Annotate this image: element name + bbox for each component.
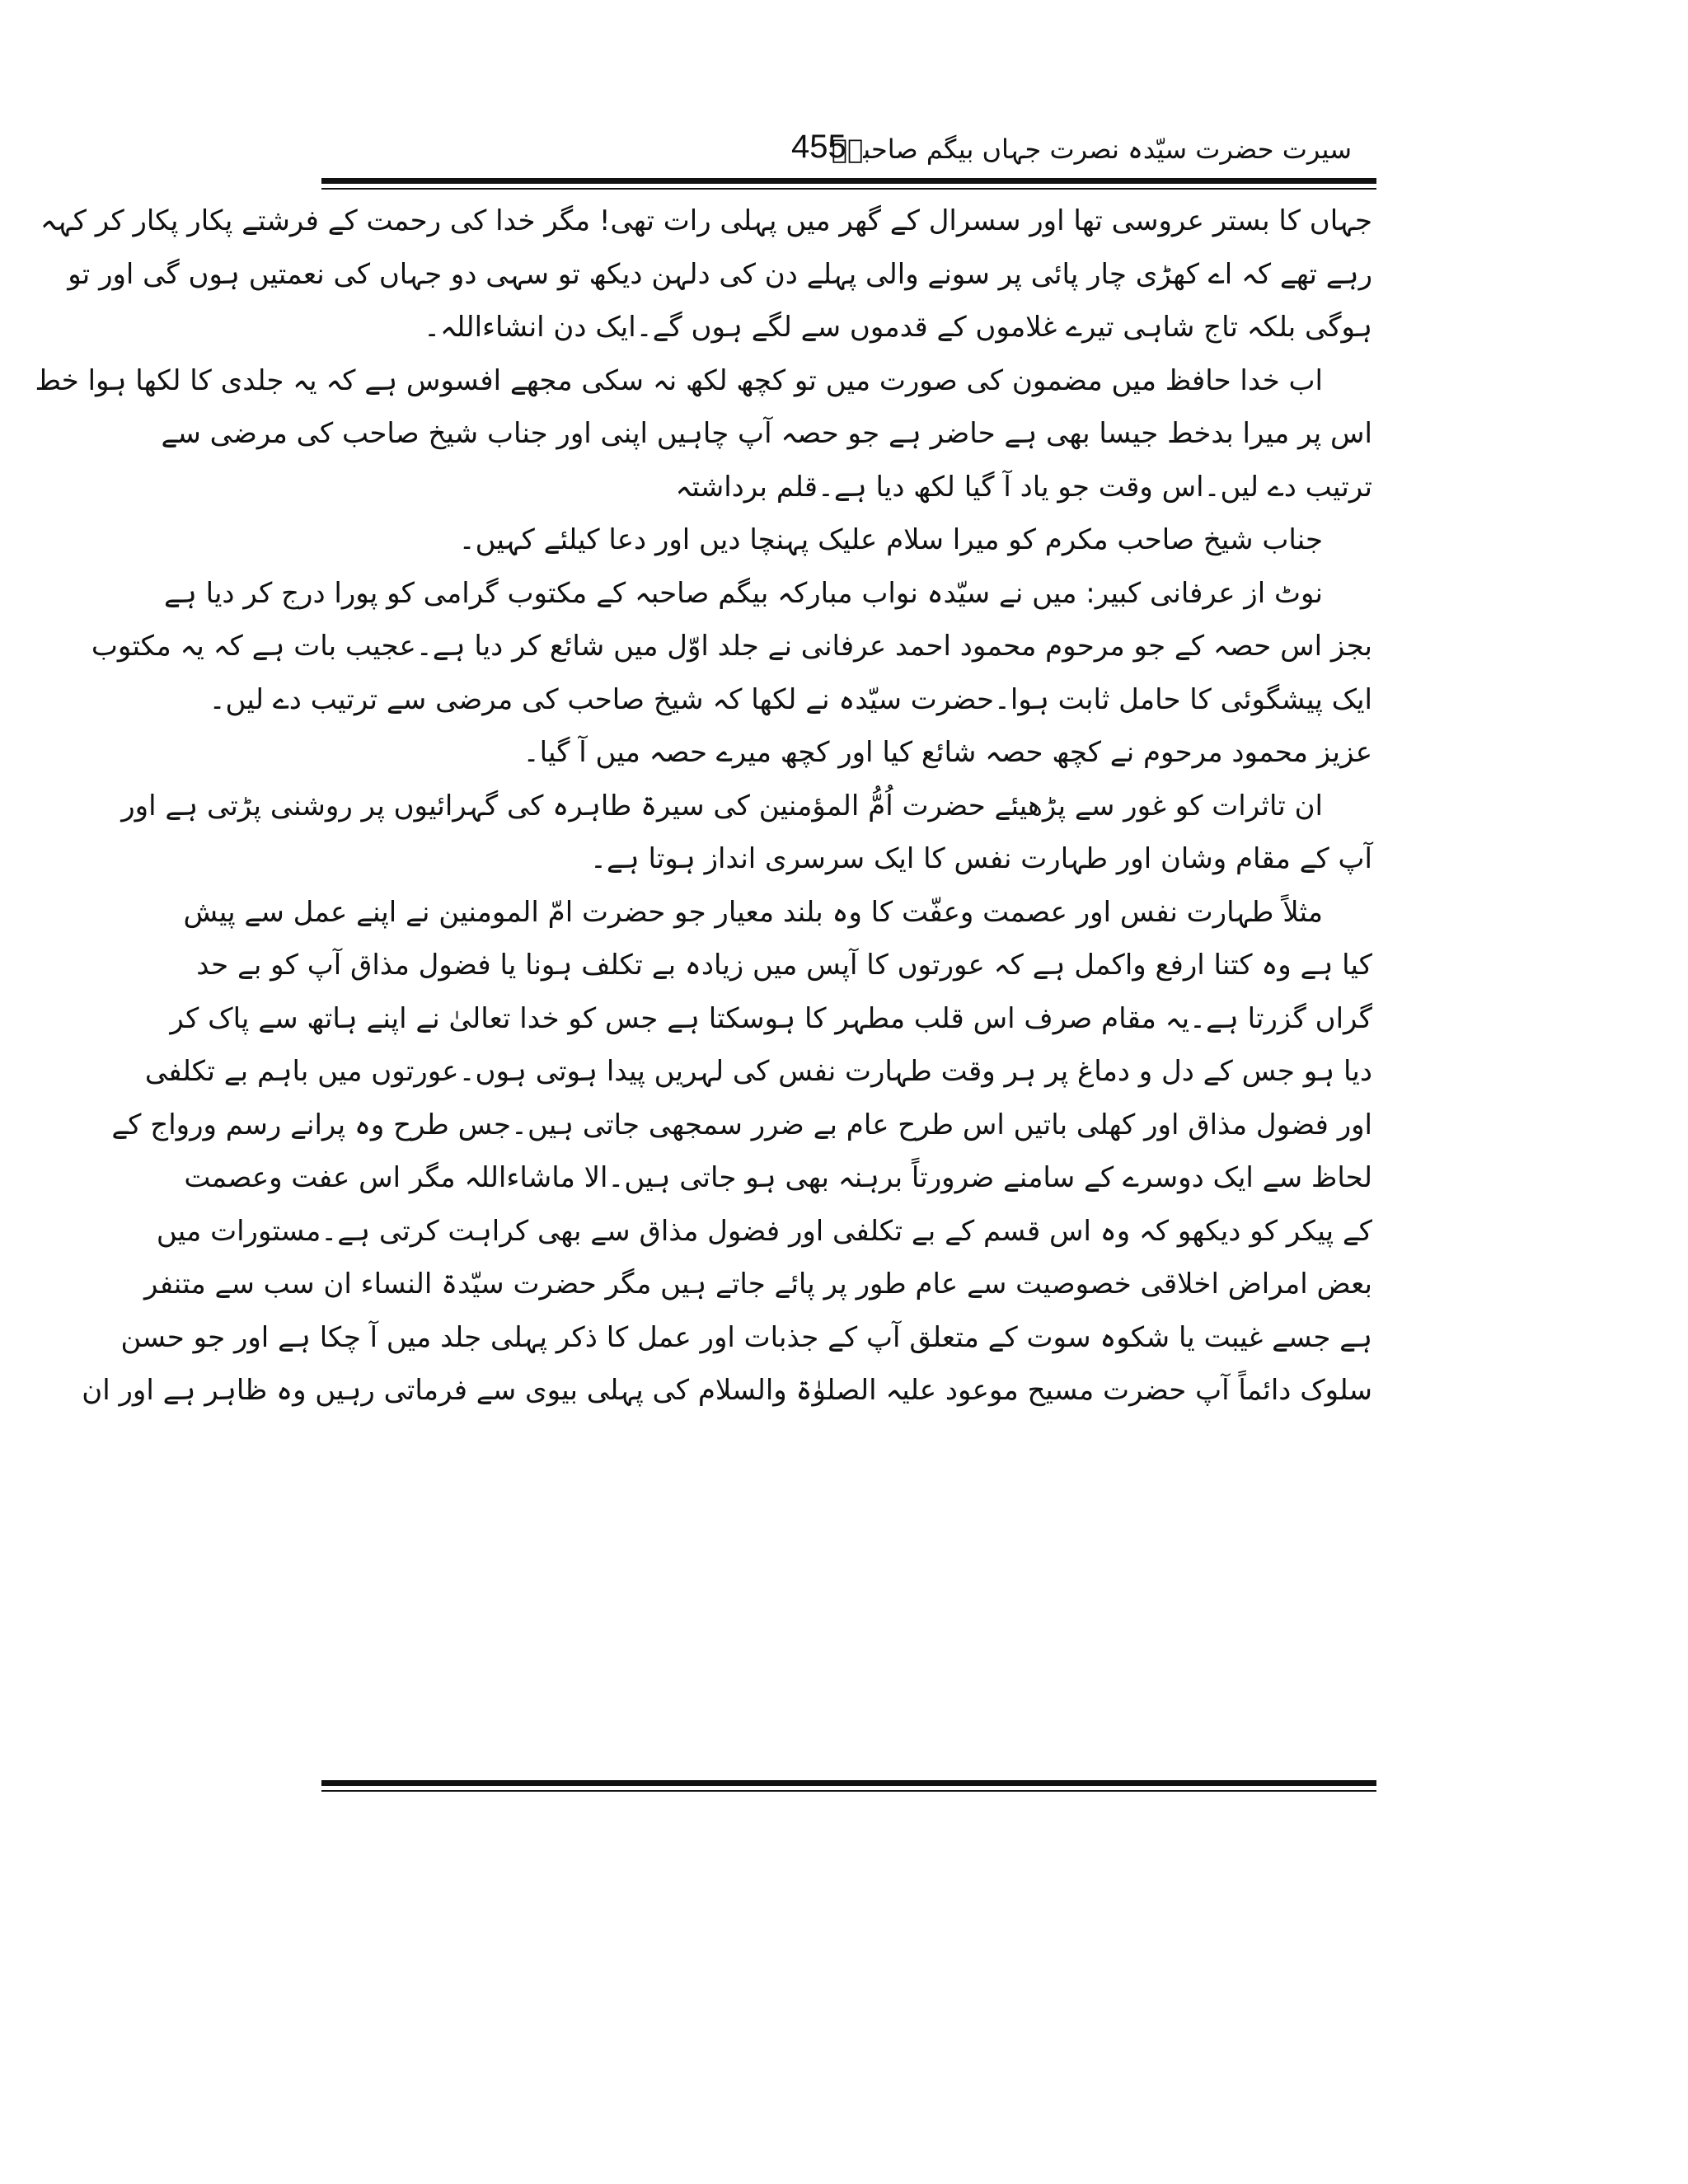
text-line: ایک پیشگوئی کا حامل ثابت ہوا۔حضرت سیّدہ نے لکھا کہ شیخ صاحب کی مرضی سے ترتیب دے لیں۔ xyxy=(209,682,1372,716)
footer-rule-thin xyxy=(321,1790,1376,1792)
text-line: ان تاثرات کو غور سے پڑھیئے حضرت اُمُّ المؤمنین کی سیرۃ طاہرہ کی گہرائیوں پر روشنی پڑتی ہے اور xyxy=(121,789,1323,823)
text-line: لحاظ سے ایک دوسرے کے سامنے ضرورتاً برہنہ بھی ہو جاتی ہیں۔الا ماشاءاللہ مگر اس عفت وعصمت xyxy=(184,1161,1372,1194)
text-line: ترتیب دے لیں۔اس وقت جو یاد آ گیا لکھ دیا ہے۔قلم برداشتہ xyxy=(675,470,1372,504)
text-line: اور فضول مذاق اور کھلی باتیں اس طرح عام بے ضرر سمجھی جاتی ہیں۔جس طرح وہ پرانے رسم ورواج کے xyxy=(111,1108,1372,1141)
footer-rule-thick xyxy=(321,1780,1376,1786)
text-line: جہاں کا بستر عروسی تھا اور سسرال کے گھر میں پہلی رات تھی! مگر خدا کی رحمت کے فرشتے پکار پکار کر کہہ xyxy=(40,204,1372,237)
header-rule-thick xyxy=(321,178,1376,184)
text-line: رہے تھے کہ اے کھڑی چار پائی پر سونے والی پہلے دن کی دلہن دیکھ تو سہی دو جہاں کی نعمتیں ہوں گی اور تو xyxy=(68,257,1372,291)
header-rule-thin xyxy=(321,188,1376,190)
text-line: مثلاً طہارت نفس اور عصمت وعفّت کا وہ بلند معیار جو حضرت امّ المومنین نے اپنے عمل سے پیش xyxy=(183,895,1323,929)
text-line: دیا ہو جس کے دل و دماغ پر ہر وقت طہارت نفس کی لہریں پیدا ہوتی ہوں۔عورتوں میں باہم بے تکلفی xyxy=(144,1055,1372,1088)
running-header xyxy=(321,124,1376,181)
header-title: سیرت حضرت سیّدہ نصرت جہاں بیگم صاحبہؓ xyxy=(831,134,1352,165)
page-number: 455 xyxy=(791,129,846,165)
text-line: نوٹ از عرفانی کبیر: میں نے سیّدہ نواب مبارکہ بیگم صاحبہ کے مکتوب گرامی کو پورا درج کر دیا ہے xyxy=(163,576,1323,610)
text-line: ہوگی بلکہ تاج شاہی تیرے غلاموں کے قدموں سے لگے ہوں گے۔ایک دن انشاءاللہ۔ xyxy=(424,311,1372,344)
text-line: عزیز محمود مرحوم نے کچھ حصہ شائع کیا اور کچھ میرے حصہ میں آ گیا۔ xyxy=(523,736,1372,769)
text-line: گراں گزرتا ہے۔یہ مقام صرف اس قلب مطہر کا ہوسکتا ہے جس کو خدا تعالیٰ نے اپنے ہاتھ سے پاک کر xyxy=(170,1001,1372,1035)
text-line: کیا ہے وہ کتنا ارفع واکمل ہے کہ عورتوں کا آپس میں زیادہ بے تکلف ہونا یا فضول مذاق آپ کو بے حد xyxy=(196,949,1372,982)
text-line: ہے جسے غیبت یا شکوہ سوت کے متعلق آپ کے جذبات اور عمل کا ذکر پہلی جلد میں آ چکا ہے اور جو حسن xyxy=(120,1320,1372,1354)
text-line: آپ کے مقام وشان اور طہارت نفس کا ایک سرسری انداز ہوتا ہے۔ xyxy=(589,842,1372,875)
text-line: کے پیکر کو دیکھو کہ وہ اس قسم کے بے تکلفی اور فضول مذاق سے بھی کراہت کرتی ہے۔مستورات میں xyxy=(156,1214,1372,1248)
body-text xyxy=(35,194,1372,1773)
text-line: اب خدا حافظ میں مضمون کی صورت میں تو کچھ لکھ نہ سکی مجھے افسوس ہے کہ یہ جلدی کا لکھا ہوا خط xyxy=(35,363,1323,397)
text-line: اس پر میرا بدخط جیسا بھی ہے حاضر ہے جو حصہ آپ چاہیں اپنی اور جناب شیخ صاحب کی مرضی سے xyxy=(161,417,1372,450)
text-line: بجز اس حصہ کے جو مرحوم محمود احمد عرفانی نے جلد اوّل میں شائع کر دیا ہے۔عجیب بات ہے کہ یہ مکتوب xyxy=(91,630,1372,663)
text-line: سلوک دائماً آپ حضرت مسیح موعود علیہ الصلوٰۃ والسلام کی پہلی بیوی سے فرماتی رہیں وہ ظاہر ہے اور ان xyxy=(82,1374,1372,1407)
text-line: جناب شیخ صاحب مکرم کو میرا سلام علیک پہنچا دیں اور دعا کیلئے کہیں۔ xyxy=(458,523,1323,556)
text-line: بعض امراض اخلاقی خصوصیت سے عام طور پر پائے جاتے ہیں مگر حضرت سیّدۃ النساء ان سب سے متنفر xyxy=(143,1268,1372,1301)
